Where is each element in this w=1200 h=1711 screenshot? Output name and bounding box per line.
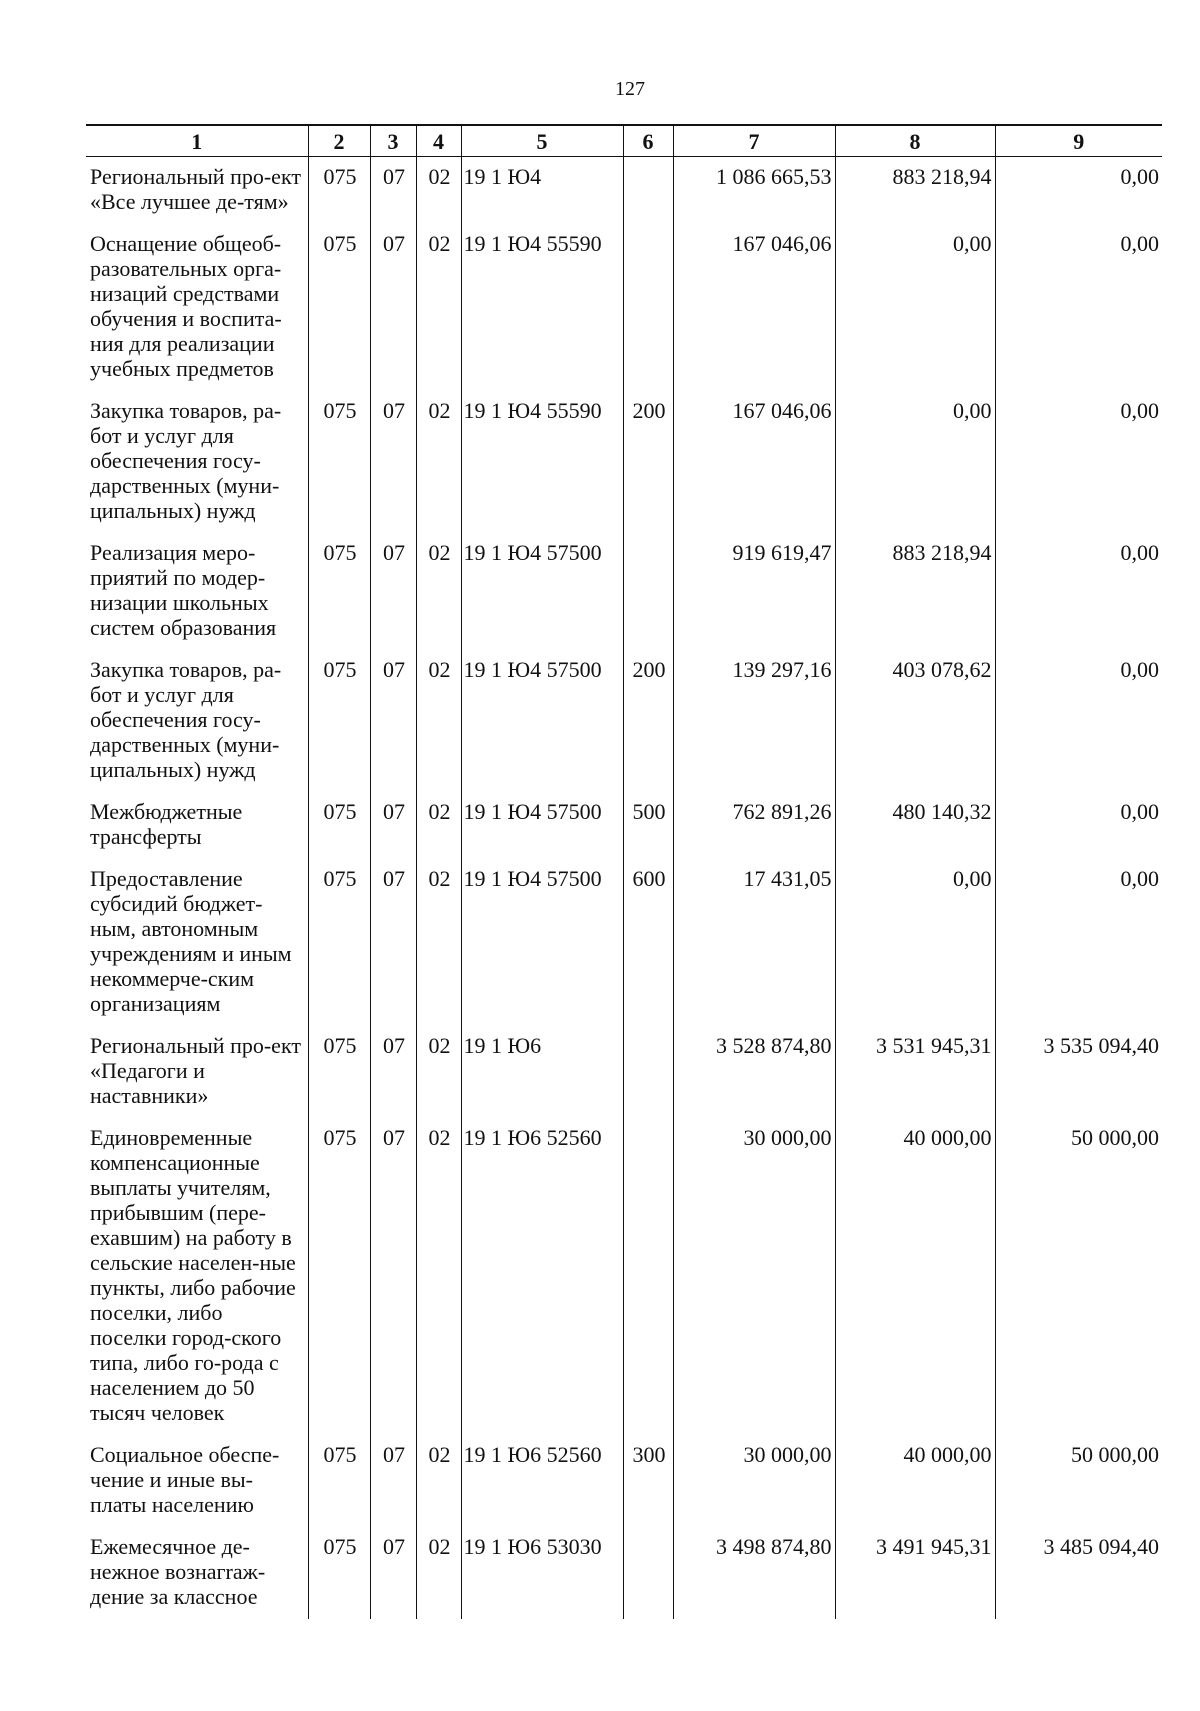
row-name: Закупка товаров, ра-бот и услуг для обеспечения госу-дарственных (муни-ципальных) нужд — [86, 650, 308, 792]
cell-amount-col9: 50 000,00 — [995, 1118, 1162, 1435]
cell-vr — [623, 1527, 673, 1619]
cell-pr: 02 — [416, 859, 461, 1026]
cell-vr — [623, 1026, 673, 1118]
column-header-8: 8 — [835, 125, 995, 157]
cell-vr — [623, 224, 673, 391]
budget-table — [86, 124, 1162, 1619]
cell-amount-col9: 0,00 — [995, 157, 1162, 225]
column-header-7: 7 — [673, 125, 835, 157]
cell-csr: 19 1 Ю4 55590 — [461, 224, 623, 391]
column-header-4: 4 — [416, 125, 461, 157]
cell-amount-col7: 167 046,06 — [673, 224, 835, 391]
cell-vr — [623, 157, 673, 225]
cell-amount-col8: 0,00 — [835, 391, 995, 533]
row-name: Оснащение общеоб-разовательных орга-низаций средствами обучения и воспита-ния для реализации учебных предметов — [86, 224, 308, 391]
cell-pr: 02 — [416, 157, 461, 225]
cell-rz: 07 — [370, 533, 416, 650]
cell-amount-col9: 50 000,00 — [995, 1435, 1162, 1527]
cell-rz: 07 — [370, 224, 416, 391]
table-row — [86, 859, 1162, 1026]
cell-gr: 075 — [308, 1527, 370, 1619]
cell-csr: 19 1 Ю4 57500 — [461, 792, 623, 859]
cell-gr: 075 — [308, 224, 370, 391]
cell-rz: 07 — [370, 792, 416, 859]
cell-vr: 600 — [623, 859, 673, 1026]
table-body — [86, 157, 1162, 1620]
row-name: Закупка товаров, ра-бот и услуг для обеспечения госу-дарственных (муни-ципальных) нужд — [86, 391, 308, 533]
cell-rz: 07 — [370, 157, 416, 225]
cell-amount-col9: 3 535 094,40 — [995, 1026, 1162, 1118]
cell-amount-col7: 919 619,47 — [673, 533, 835, 650]
cell-pr: 02 — [416, 224, 461, 391]
table-row — [86, 533, 1162, 650]
cell-rz: 07 — [370, 391, 416, 533]
cell-pr: 02 — [416, 1026, 461, 1118]
cell-rz: 07 — [370, 859, 416, 1026]
cell-amount-col9: 0,00 — [995, 391, 1162, 533]
cell-vr — [623, 533, 673, 650]
cell-vr: 300 — [623, 1435, 673, 1527]
cell-amount-col8: 0,00 — [835, 859, 995, 1026]
column-header-9: 9 — [995, 125, 1162, 157]
cell-gr: 075 — [308, 792, 370, 859]
cell-csr: 19 1 Ю4 55590 — [461, 391, 623, 533]
cell-vr: 200 — [623, 650, 673, 792]
cell-pr: 02 — [416, 391, 461, 533]
table-row — [86, 650, 1162, 792]
cell-amount-col8: 40 000,00 — [835, 1118, 995, 1435]
cell-amount-col8: 0,00 — [835, 224, 995, 391]
cell-gr: 075 — [308, 391, 370, 533]
cell-amount-col7: 3 498 874,80 — [673, 1527, 835, 1619]
table-row — [86, 157, 1162, 225]
cell-gr: 075 — [308, 650, 370, 792]
cell-rz: 07 — [370, 1118, 416, 1435]
cell-csr: 19 1 Ю4 57500 — [461, 533, 623, 650]
row-name: Единовременные компенсационные выплаты учителям, прибывшим (пере-ехавшим) на работу в сельские населен-ные пункты, либо рабочие поселки, либо поселки город-ского типа, либо го-рода с населением до 50 тысяч человек — [86, 1118, 308, 1435]
cell-gr: 075 — [308, 1026, 370, 1118]
cell-amount-col8: 3 531 945,31 — [835, 1026, 995, 1118]
table-header — [86, 125, 1162, 157]
cell-amount-col9: 0,00 — [995, 533, 1162, 650]
cell-vr — [623, 1118, 673, 1435]
table-row — [86, 1026, 1162, 1118]
table-row — [86, 224, 1162, 391]
column-header-2: 2 — [308, 125, 370, 157]
cell-amount-col7: 30 000,00 — [673, 1118, 835, 1435]
cell-csr: 19 1 Ю6 53030 — [461, 1527, 623, 1619]
cell-pr: 02 — [416, 1435, 461, 1527]
cell-gr: 075 — [308, 157, 370, 225]
cell-rz: 07 — [370, 1026, 416, 1118]
cell-amount-col9: 3 485 094,40 — [995, 1527, 1162, 1619]
cell-csr: 19 1 Ю4 57500 — [461, 650, 623, 792]
cell-rz: 07 — [370, 1527, 416, 1619]
row-name: Региональный про-ект «Педагоги и наставники» — [86, 1026, 308, 1118]
cell-amount-col9: 0,00 — [995, 792, 1162, 859]
cell-amount-col8: 883 218,94 — [835, 533, 995, 650]
cell-amount-col8: 480 140,32 — [835, 792, 995, 859]
page-number: 127 — [615, 78, 645, 100]
row-name: Межбюджетные трансферты — [86, 792, 308, 859]
cell-amount-col7: 1 086 665,53 — [673, 157, 835, 225]
table-row — [86, 792, 1162, 859]
header-row — [86, 125, 1162, 157]
cell-rz: 07 — [370, 1435, 416, 1527]
row-name: Предоставление субсидий бюджет-ным, автономным учреждениям и иным некоммерче-ским организациям — [86, 859, 308, 1026]
table-row — [86, 1118, 1162, 1435]
cell-amount-col8: 3 491 945,31 — [835, 1527, 995, 1619]
cell-csr: 19 1 Ю6 52560 — [461, 1118, 623, 1435]
table-row — [86, 391, 1162, 533]
cell-csr: 19 1 Ю4 57500 — [461, 859, 623, 1026]
cell-amount-col8: 883 218,94 — [835, 157, 995, 225]
row-name: Ежемесячное де-нежное вознагraж-дение за классное — [86, 1527, 308, 1619]
cell-amount-col7: 762 891,26 — [673, 792, 835, 859]
cell-gr: 075 — [308, 859, 370, 1026]
cell-amount-col7: 167 046,06 — [673, 391, 835, 533]
cell-pr: 02 — [416, 1118, 461, 1435]
row-name: Региональный про-ект «Все лучшее де-тям» — [86, 157, 308, 225]
row-name: Реализация меро-приятий по модер-низации школьных систем образования — [86, 533, 308, 650]
cell-vr: 500 — [623, 792, 673, 859]
cell-csr: 19 1 Ю6 52560 — [461, 1435, 623, 1527]
cell-pr: 02 — [416, 792, 461, 859]
cell-amount-col7: 17 431,05 — [673, 859, 835, 1026]
table-row — [86, 1527, 1162, 1619]
cell-amount-col9: 0,00 — [995, 859, 1162, 1026]
cell-amount-col7: 139 297,16 — [673, 650, 835, 792]
cell-csr: 19 1 Ю6 — [461, 1026, 623, 1118]
cell-rz: 07 — [370, 650, 416, 792]
cell-amount-col9: 0,00 — [995, 650, 1162, 792]
cell-amount-col8: 403 078,62 — [835, 650, 995, 792]
cell-amount-col9: 0,00 — [995, 224, 1162, 391]
cell-amount-col8: 40 000,00 — [835, 1435, 995, 1527]
column-header-1: 1 — [86, 125, 308, 157]
cell-gr: 075 — [308, 533, 370, 650]
cell-csr: 19 1 Ю4 — [461, 157, 623, 225]
cell-gr: 075 — [308, 1435, 370, 1527]
cell-pr: 02 — [416, 650, 461, 792]
cell-vr: 200 — [623, 391, 673, 533]
column-header-6: 6 — [623, 125, 673, 157]
cell-amount-col7: 3 528 874,80 — [673, 1026, 835, 1118]
table-row — [86, 1435, 1162, 1527]
cell-pr: 02 — [416, 1527, 461, 1619]
cell-gr: 075 — [308, 1118, 370, 1435]
cell-amount-col7: 30 000,00 — [673, 1435, 835, 1527]
column-header-3: 3 — [370, 125, 416, 157]
column-header-5: 5 — [461, 125, 623, 157]
cell-pr: 02 — [416, 533, 461, 650]
row-name: Социальное обеспе-чение и иные вы-платы населению — [86, 1435, 308, 1527]
